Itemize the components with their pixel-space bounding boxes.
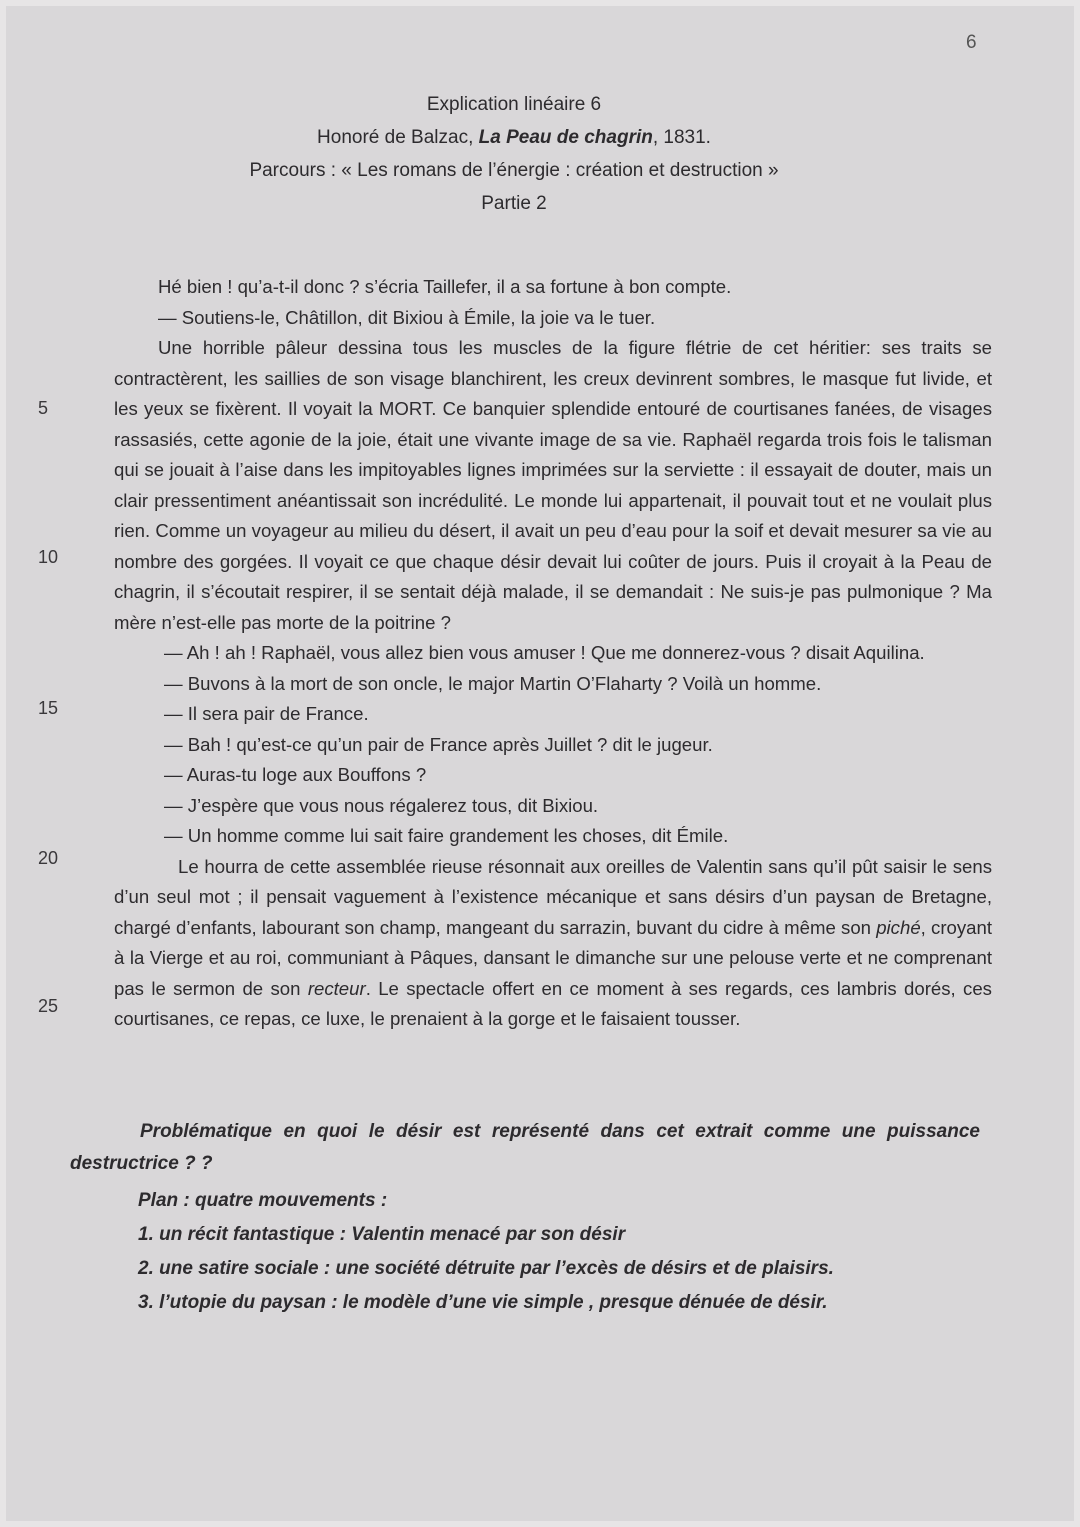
word-recteur: recteur xyxy=(307,977,366,999)
line-number-20: 20 xyxy=(38,848,59,868)
dialogue-line: — Auras-tu loge aux Bouffons ? xyxy=(164,764,427,785)
document-header xyxy=(6,88,1022,220)
line-number-5: 5 xyxy=(38,398,49,418)
hourra-text-a: Le hourra de cette assemblée rieuse résonnait aux oreilles de Valentin sans qu’il pût saisir le sens d’un seul mot ; il pensait vaguement à l’existence mécanique et sans désirs d’un paysan de Bretagne, chargé d’enfants, labourant son champ, mangeant du sarrazin, buvant du cidre à même son xyxy=(114,855,992,938)
line-number-10: 10 xyxy=(38,547,59,567)
header-parcours: Parcours : « Les romans de l’énergie : création et destruction » xyxy=(249,160,779,181)
plan-item-1: 1. un récit fantastique : Valentin menacé par son désir xyxy=(138,1224,626,1245)
hourra-text-c: . Le spectacle offert en ce moment à ses regards, ces lambris dorés, ces courtisanes, ce repas, ce luxe, le prenaient à la gorge et le faisaient tousser. xyxy=(114,977,992,1029)
header-title: Explication linéaire 6 xyxy=(426,94,602,115)
header-author-line xyxy=(6,121,1022,154)
word-piche: piché xyxy=(876,916,921,938)
problematique xyxy=(70,1116,980,1180)
dialogue-line: — Ah ! ah ! Raphaël, vous allez bien vous amuser ! Que me donnerez-vous ? disait Aquilina. xyxy=(164,642,925,663)
header-author: Honoré de Balzac, xyxy=(317,127,479,148)
problematique-text: Problématique en quoi le désir est représenté dans cet extrait comme une puissance destructrice ? ? xyxy=(70,1121,980,1174)
dialogue-bixiou: — Soutiens-le, Châtillon, dit Bixiou à Émile, la joie va le tuer. xyxy=(158,306,656,328)
excerpt-text xyxy=(114,272,992,1035)
dialogue-line: — Buvons à la mort de son oncle, le major Martin O’Flaharty ? Voilà un homme. xyxy=(164,672,822,694)
header-year: , 1831. xyxy=(652,127,711,148)
plan-item-2: 2. une satire sociale : une société détruite par l’excès de désirs et de plaisirs. xyxy=(138,1258,834,1279)
page-number: 6 xyxy=(966,32,977,53)
dialogue-line: — Bah ! qu’est-ce qu’un pair de France après Juillet ? dit le jugeur. xyxy=(164,733,713,755)
document-page xyxy=(6,6,1074,1521)
header-part: Partie 2 xyxy=(481,193,547,214)
hourra-text-b: , croyant à la Vierge et au roi, communiant à Pâques, dansant le dimanche sur une pelouse verte et ne comprenant pas le sermon de son xyxy=(114,916,992,999)
header-work-title: La Peau de chagrin xyxy=(478,127,653,148)
paragraph-taillefer: Hé bien ! qu’a-t-il donc ? s’écria Taillefer, il a sa fortune à bon compte. xyxy=(158,276,732,297)
dialogue-line: — J’espère que vous nous régalerez tous, dit Bixiou. xyxy=(164,794,599,816)
dialogue-line: — Il sera pair de France. xyxy=(164,703,369,724)
plan-item-3: 3. l’utopie du paysan : le modèle d’une vie simple , presque dénuée de désir. xyxy=(138,1292,828,1313)
line-number-15: 15 xyxy=(38,698,59,718)
line-number-25: 25 xyxy=(38,996,59,1016)
plan xyxy=(138,1184,898,1320)
paragraph-paleur: Une horrible pâleur dessina tous les muscles de la figure flétrie de cet héritier: ses traits se contractèrent, les saillies de son visage blanchirent, les creux devinrent sombres, le masque fut livide, et les yeux se fixèrent. Il voyait la MORT. Ce banquier splendide entouré de courtisanes fanées, de visages rassasiés, cette agonie de la joie, était une vivante image de sa vie. Raphaël regarda trois fois le talisman qui se jouait à l’aise dans les impitoyables lignes imprimées sur la serviette : il essayait de douter, mais un clair pressentiment anéantissait son incrédulité. Le monde lui appartenait, il pouvait tout et ne voulait plus rien. Comme un voyageur au milieu du désert, il avait un peu d’eau pour la soif et devait mesurer sa vie au nombre des gorgées. Il voyait ce que chaque désir devait lui coûter de jours. Puis il croyait à la Peau de chagrin, il s’écoutait respirer, il se sentait déjà malade, il se demandait : Ne suis-je pas pulmonique ? Ma mère n’est-elle pas morte de la poitrine ? xyxy=(114,337,992,633)
plan-title: Plan : quatre mouvements : xyxy=(138,1190,388,1211)
paragraph-hourra xyxy=(114,852,992,1035)
dialogue-line: — Un homme comme lui sait faire grandement les choses, dit Émile. xyxy=(164,825,729,846)
